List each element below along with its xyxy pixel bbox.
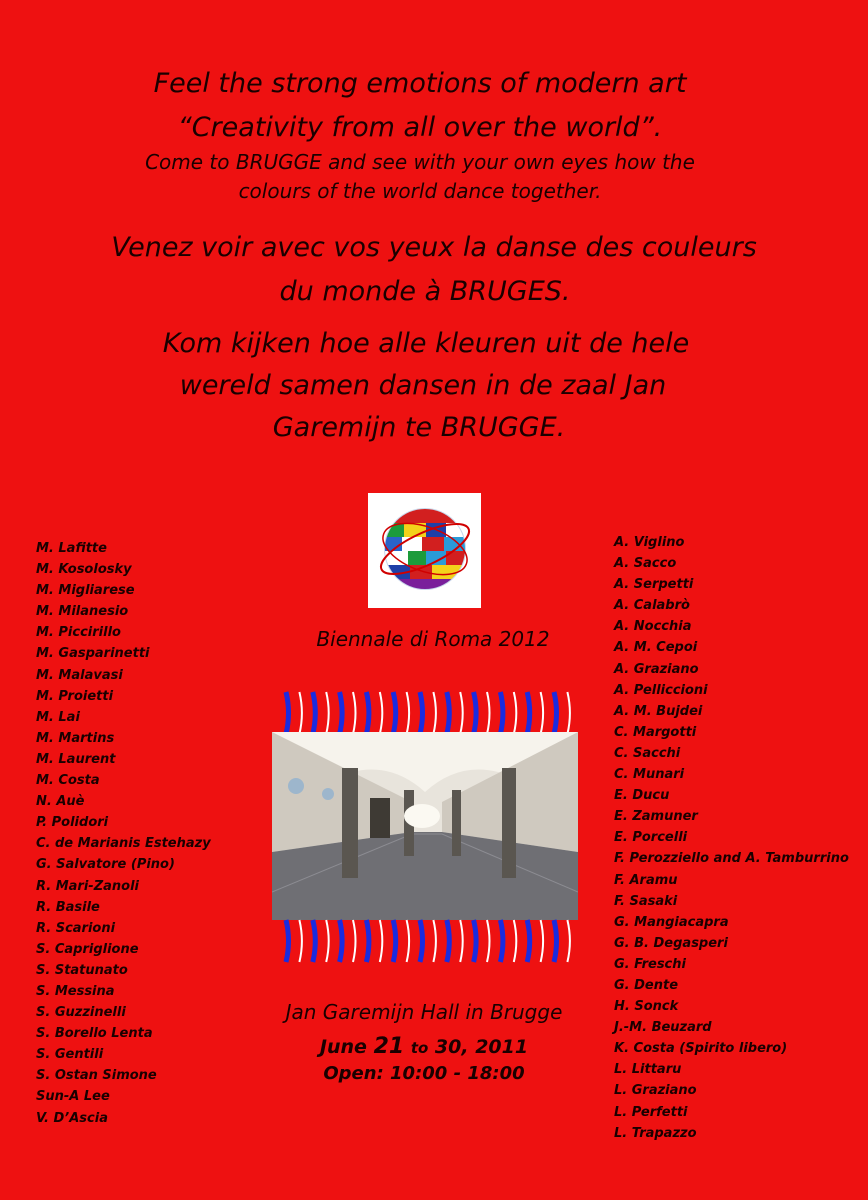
date-start: 21 [373,1034,405,1059]
artist-name: G. Salvatore (Pino) [36,857,175,873]
stripe [407,692,410,734]
stripe [326,920,329,962]
artist-name: L. Trapazzo [614,1125,697,1141]
venue-name: Jan Garemijn Hall in Brugge [285,1000,563,1024]
artist-name: R. Basile [36,899,100,915]
stripe [286,920,289,962]
blue-stripes-top [282,690,578,736]
stripe [527,920,530,962]
french-line-2: du monde à BRUGES. [279,276,571,307]
stripe [340,692,343,734]
artist-name: S. Capriglione [36,941,139,957]
artist-name: M. Costa [36,773,100,789]
exhibition-hall-photo [272,732,578,920]
stripe [554,920,557,962]
stripe [474,692,477,734]
date-month: June [319,1036,367,1058]
artist-name: L. Graziano [614,1083,697,1099]
artist-name: C. Munari [614,767,685,783]
artist-name: M. Malavasi [36,667,123,683]
hall-image-frame [268,690,580,970]
stripe [299,920,302,962]
artist-name: A. Graziano [614,661,699,677]
stripe [460,920,463,962]
stripe [313,920,316,962]
opening-hours: Open: 10:00 - 18:00 [323,1063,525,1084]
stripe [299,692,302,734]
artist-name: A. Calabrò [614,598,690,614]
stripe [474,920,477,962]
artist-name: J.-M. Beuzard [614,1020,712,1036]
artist-name: S. Ostan Simone [36,1068,157,1084]
artist-name: M. Kosolosky [36,562,132,578]
artist-name: G. B. Degasperi [614,935,728,951]
stripe [447,692,450,734]
artist-name: R. Scarioni [36,920,116,936]
stripe [326,692,329,734]
headline-line-3: Come to BRUGGE and see with your own eyes how the [145,150,695,174]
stripe [366,920,369,962]
stripe [500,692,503,734]
stripe [514,920,517,962]
french-line-1: Venez voir avec vos yeux la danse des couleurs [111,232,757,263]
artist-name: V. D’Ascia [36,1110,108,1126]
artist-name: M. Migliarese [36,583,135,599]
artist-name: K. Costa (Spirito libero) [614,1041,788,1057]
event-dates [236,1034,612,1059]
stripe [420,920,423,962]
artist-list-left [36,538,211,1129]
headline-line-2: “Creativity from all over the world”. [177,112,663,143]
artist-name: A. Serpetti [614,577,694,593]
stripe [433,920,436,962]
stripe [460,692,463,734]
artist-name: E. Zamuner [614,809,698,825]
blue-stripes-bottom [282,918,578,964]
stripe [500,920,503,962]
stripe [380,692,383,734]
artist-name: M. Laurent [36,751,116,767]
stripe [286,692,289,734]
stripe [433,692,436,734]
artist-name: L. Perfetti [614,1104,688,1120]
date-to: to [410,1039,429,1057]
stripe [393,692,396,734]
stripe [313,692,316,734]
artist-name: A. M. Cepoi [614,640,698,656]
artist-name: M. Lafitte [36,541,107,556]
stripe [567,920,570,962]
artist-name: L. Littaru [614,1062,682,1078]
globe-of-flags-icon [368,493,481,608]
artist-name: G. Dente [614,977,679,993]
artist-name: Sun-A Lee [36,1089,110,1105]
artist-name: F. Sasaki [614,893,678,909]
stripe [487,920,490,962]
stripe [541,692,544,734]
artist-name: E. Porcelli [614,830,688,846]
artist-name: M. Gasparinetti [36,646,150,662]
artist-name: S. Guzzinelli [36,1005,126,1021]
artist-name: R. Mari-Zanoli [36,878,139,894]
artist-name: E. Ducu [614,788,670,804]
artist-name: M. Piccirillo [36,625,121,641]
artist-name: F. Aramu [614,872,678,888]
artist-name: C. Margotti [614,724,697,740]
stripe [353,920,356,962]
dutch-line-2: wereld samen dansen in de zaal Jan [179,370,667,401]
artist-name: S. Messina [36,983,115,999]
artist-name: S. Borello Lenta [36,1026,153,1042]
artist-name: G. Freschi [614,956,686,972]
stripe [340,920,343,962]
dutch-line-1: Kom kijken hoe alle kleuren uit de hele [162,328,690,359]
date-end: 30, 2011 [434,1036,529,1058]
artist-name: A. Sacco [614,556,677,572]
stripe [380,920,383,962]
stripe [407,920,410,962]
artist-name: C. de Marianis Estehazy [36,836,211,852]
artist-name: M. Milanesio [36,604,129,620]
dutch-line-3: Garemijn te BRUGGE. [272,412,566,443]
artist-name: N. Auè [36,794,85,810]
artist-list-right [614,532,849,1144]
artist-name: S. Gentili [36,1047,104,1063]
artist-name: A. Pelliccioni [614,682,708,698]
stripe [514,692,517,734]
stripe [527,692,530,734]
artist-name: M. Martins [36,730,115,746]
artist-name: P. Polidori [36,815,109,831]
artist-name: C. Sacchi [614,745,681,761]
artist-name: S. Statunato [36,962,128,978]
headline-line-4: colours of the world dance together. [238,179,602,203]
artist-name: A. Viglino [614,535,685,550]
stripe [541,920,544,962]
artist-name: A. M. Bujdei [614,703,703,719]
artist-name: M. Lai [36,709,80,725]
artist-name: H. Sonck [614,999,679,1015]
stripe [393,920,396,962]
stripe [420,692,423,734]
event-title: Biennale di Roma 2012 [316,627,550,651]
stripe [554,692,557,734]
artist-name: M. Proietti [36,688,114,704]
headline-line-1: Feel the strong emotions of modern art [153,68,687,99]
artist-name: F. Perozziello and A. Tamburrino [614,851,849,867]
artist-name: A. Nocchia [614,619,692,635]
stripe [567,692,570,734]
stripe [487,692,490,734]
stripe [366,692,369,734]
artist-name: G. Mangiacapra [614,914,729,930]
stripe [447,920,450,962]
stripe [353,692,356,734]
